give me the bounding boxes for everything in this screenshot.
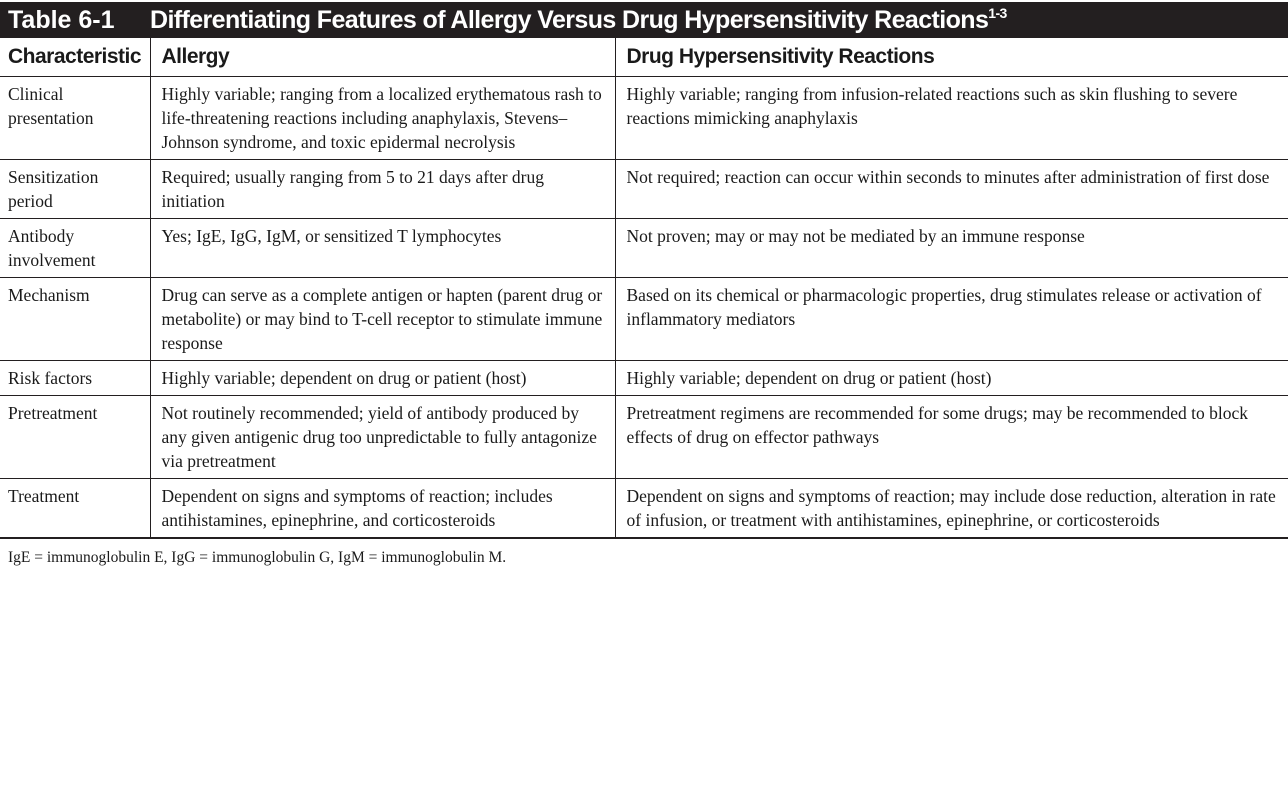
table-row [0,219,1288,278]
allergy-cell: Required; usually ranging from 5 to 21 days after drug initiation [150,160,615,219]
characteristic-cell: Mechanism [0,278,150,361]
characteristic-cell: Risk factors [0,361,150,396]
allergy-cell: Yes; IgE, IgG, IgM, or sensitized T lymphocytes [150,219,615,278]
allergy-cell: Highly variable; ranging from a localized erythematous rash to life-threatening reactions including anaphylaxis, Stevens–Johnson syndrome, and toxic epidermal necrolysis [150,77,615,160]
table-row [0,77,1288,160]
table-row [0,278,1288,361]
allergy-cell: Drug can serve as a complete antigen or hapten (parent drug or metabolite) or may bind to T-cell receptor to stimulate immune response [150,278,615,361]
table-footnote: IgE = immunoglobulin E, IgG = immunoglobulin G, IgM = immunoglobulin M. [8,549,507,566]
characteristic-cell: Treatment [0,479,150,539]
header-characteristic: Characteristic [0,38,150,77]
table-title [0,2,1288,38]
reference-superscript: 1-3 [988,5,1007,21]
allergy-cell: Not routinely recommended; yield of antibody produced by any given antigenic drug too unpredictable to fully antagonize via pretreatment [150,396,615,479]
characteristic-cell: Clinical presentation [0,77,150,160]
drug-cell: Highly variable; ranging from infusion-related reactions such as skin flushing to severe reactions mimicking anaphylaxis [615,77,1288,160]
characteristic-cell: Sensitization period [0,160,150,219]
drug-cell: Based on its chemical or pharmacologic properties, drug stimulates release or activation of inflammatory mediators [615,278,1288,361]
table-caption-text: Differentiating Features of Allergy Versus Drug Hypersensitivity Reactions [150,6,989,34]
table-number: Table 6-1 [8,6,115,34]
table-row [0,479,1288,539]
allergy-cell: Dependent on signs and symptoms of reaction; includes antihistamines, epinephrine, and corticosteroids [150,479,615,539]
comparison-table [0,38,1288,539]
header-allergy: Allergy [150,38,615,77]
table-caption [150,2,1007,38]
header-drug-hypersensitivity: Drug Hypersensitivity Reactions [615,38,1288,77]
drug-cell: Not proven; may or may not be mediated by an immune response [615,219,1288,278]
table-row [0,361,1288,396]
header-row [0,38,1288,77]
characteristic-cell: Pretreatment [0,396,150,479]
table-row [0,160,1288,219]
drug-cell: Dependent on signs and symptoms of reaction; may include dose reduction, alteration in rate of infusion, or treatment with antihistamines, epinephrine, or corticosteroids [615,479,1288,539]
table-row [0,396,1288,479]
allergy-cell: Highly variable; dependent on drug or patient (host) [150,361,615,396]
drug-cell: Pretreatment regimens are recommended for some drugs; may be recommended to block effects of drug on effector pathways [615,396,1288,479]
characteristic-cell: Antibody involvement [0,219,150,278]
drug-cell: Not required; reaction can occur within seconds to minutes after administration of first dose [615,160,1288,219]
drug-cell: Highly variable; dependent on drug or patient (host) [615,361,1288,396]
